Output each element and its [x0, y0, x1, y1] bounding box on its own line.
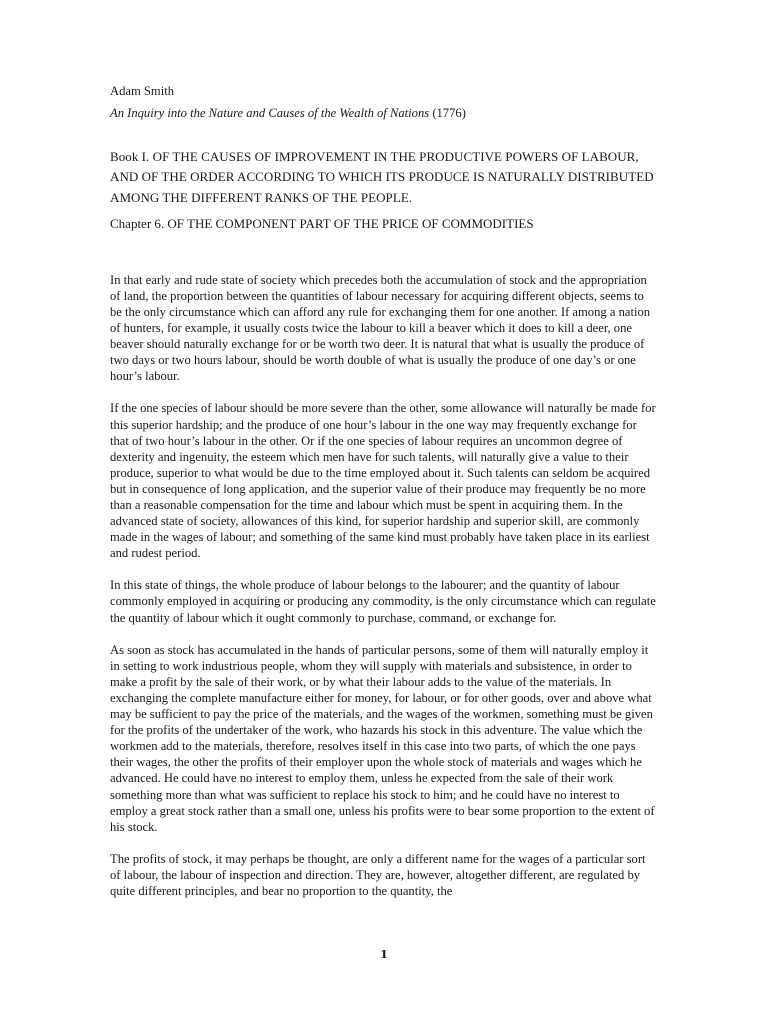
chapter-heading: Chapter 6. OF THE COMPONENT PART OF THE PRICE OF COMMODITIES [110, 215, 534, 231]
paragraph: In that early and rude state of society which precedes both the accumulation of stock and the appropriation of land, the proportion between the quantities of labour necessary for acquiring different objects, seems to be the only circumstance which can afford any rule for exchanging them for one another. If among a nation of hunters, for example, it usually costs twice the labour to kill a beaver which it does to kill a deer, one beaver should naturally exchange for or be worth two deer. It is natural that what is usually the produce of two days or two hours labour, should be worth double of what is usually the produce of one day’s or one hour’s labour. [110, 272, 651, 384]
paragraph: If the one species of labour should be more severe than the other, some allowance will naturally be made for this superior hardship; and the produce of one hour’s labour in the one way may frequently exchange for that of two hour’s labour in the other. Or if the one species of labour requires an uncommon degree of dexterity and ingenuity, the esteem which men have for such talents, will naturally give a value to their produce, superior to what would be due to the time employed about it. Such talents can seldom be acquired but in consequence of long application, and the superior value of their produce may frequently be no more than a reasonable compensation for the time and labour which must be spent in acquiring them. In the advanced state of society, allowances of this kind, for superior hardship and superior skill, are commonly made in the wages of labour; and something of the same kind must probably have taken place in its earliest and rudest period. [110, 401, 656, 561]
work-year: (1776) [432, 106, 466, 121]
paragraph: In this state of things, the whole produce of labour belongs to the labourer; and the quantity of labour commonly employed in acquiring or producing any commodity, is the only circumstance which can regulate the quantity of labour which it ought commonly to purchase, command, or exchange for. [110, 578, 656, 625]
paragraph: As soon as stock has accumulated in the hands of particular persons, some of them will naturally employ it in setting to work industrious people, whom they will supply with materials and subsistence, in order to make a profit by the sale of their work, or by what their labour adds to the value of the materials. In exchanging the complete manufacture either for money, for labour, or for other goods, over and above what may be sufficient to pay the price of the materials, and the wages of the workmen, something must be given for the profits of the undertaker of the work, who hazards his stock in this adventure. The value which the workmen add to the materials, therefore, resolves itself in this case into two parts, of which the one pays their wages, the other the profits of their employer upon the whole stock of materials and wages which he advanced. He could have no interest to employ them, unless he expected from the sale of their work something more than what was sufficient to replace his stock to him; and he could have no interest to employ a great stock rather than a small one, unless his profits were to bear some proportion to the extent of his stock. [110, 642, 655, 834]
author-name: Adam Smith [110, 84, 175, 98]
work-citation [110, 105, 658, 121]
book-heading: Book I. OF THE CAUSES OF IMPROVEMENT IN THE PRODUCTIVE POWERS OF LABOUR, AND OF THE ORDER ACCORDING TO WHICH ITS PRODUCE IS NATURALLY DISTRIBUTED AMONG THE DIFFERENT RANKS OF THE PEOPLE. [110, 149, 654, 205]
work-title: An Inquiry into the Nature and Causes of the Wealth of Nations [110, 106, 430, 121]
body-text [110, 272, 658, 899]
page-content [110, 83, 658, 915]
page-number: 1 [379, 947, 388, 961]
paragraph: The profits of stock, it may perhaps be thought, are only a different name for the wages of a particular sort of labour, the labour of inspection and direction. They are, however, altogether different, are regulated by quite different principles, and bear no proportion to the quantity, the [110, 851, 646, 898]
